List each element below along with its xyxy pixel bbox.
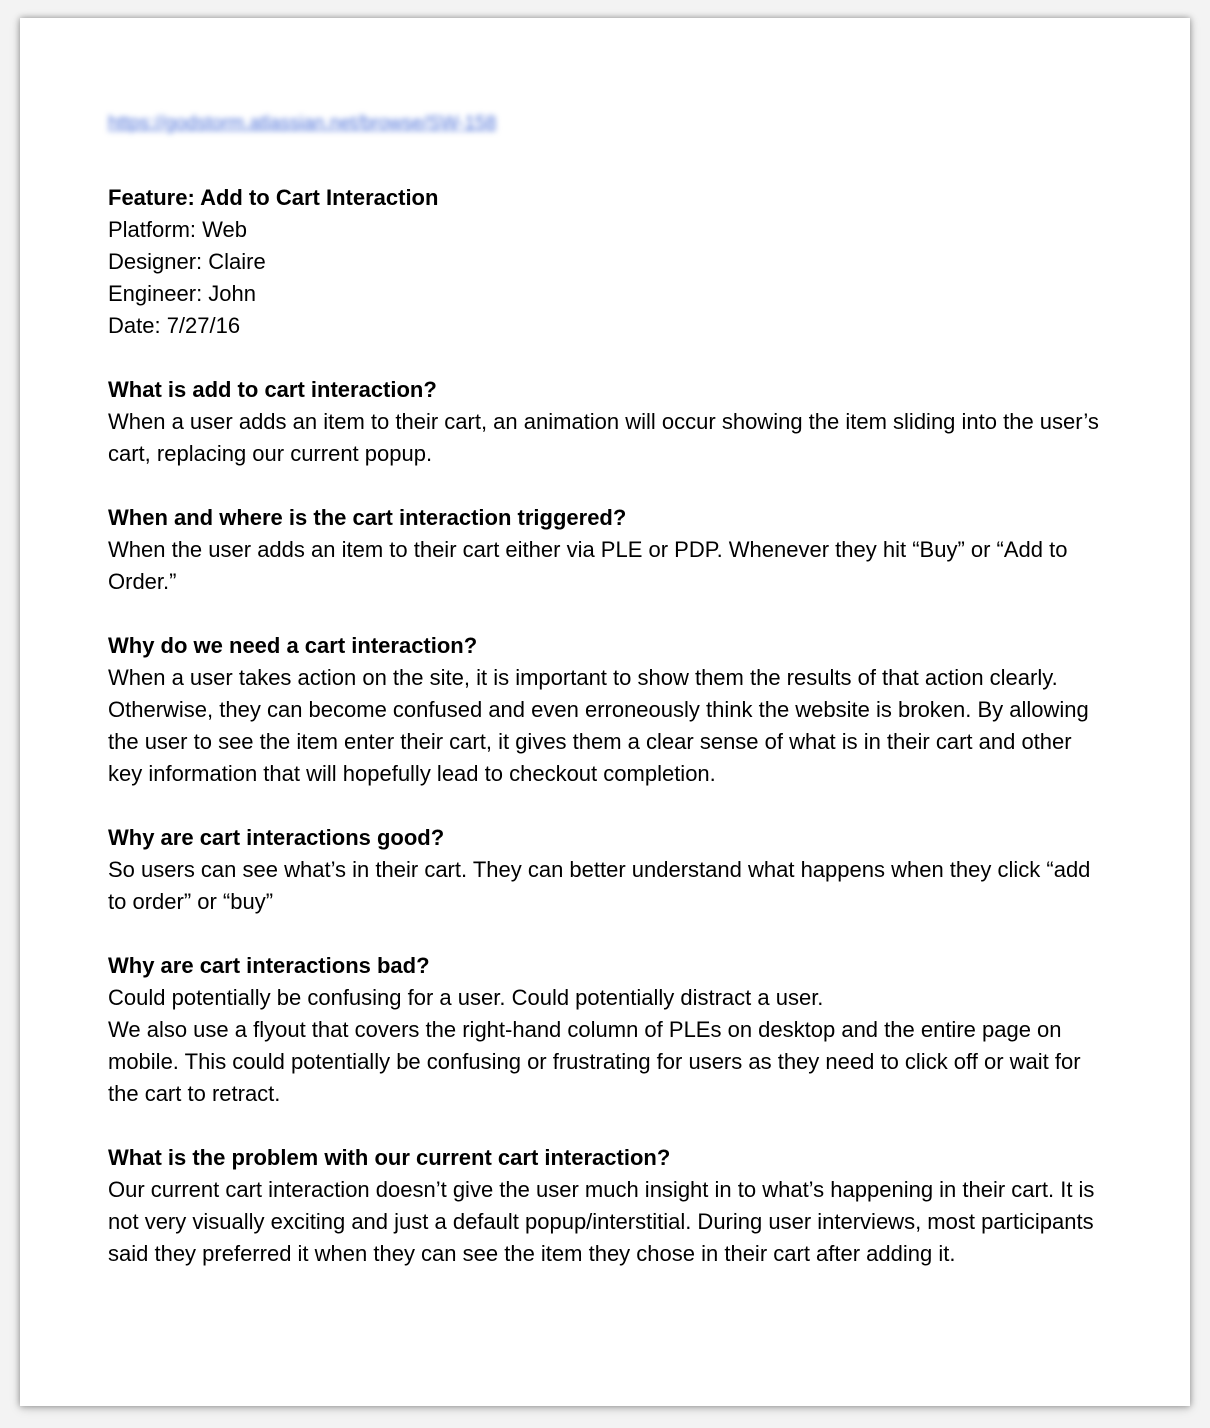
document-page [20, 18, 1190, 1406]
section-when-where [108, 502, 1108, 598]
section-paragraph: Our current cart interaction doesn’t give the user much insight in to what’s happening in their cart. It is not very visually exciting and just a default popup/interstitial. During user interviews, most participants said they preferred it when they can see the item they chose in their cart after adding it. [108, 1177, 1095, 1266]
date-line: Date: 7/27/16 [108, 313, 241, 338]
section-why-need [108, 630, 1108, 790]
document-body [108, 106, 1108, 1302]
designer-line: Designer: Claire [108, 249, 266, 274]
section-heading: When and where is the cart interaction triggered? [108, 505, 627, 530]
feature-title: Feature: Add to Cart Interaction [108, 185, 439, 210]
section-paragraph: We also use a flyout that covers the right-hand column of PLEs on desktop and the entire page on mobile. This could potentially be confusing or frustrating for users as they need to click off or wait for the cart to retract. [108, 1017, 1081, 1106]
engineer-line: Engineer: John [108, 281, 256, 306]
section-paragraph: When a user takes action on the site, it is important to show them the results of that action clearly. Otherwise, they can become confused and even erroneously think the website is broken. By allowing the user to see the item enter their cart, it gives them a clear sense of what is in their cart and other key information that will hopefully lead to checkout completion. [108, 665, 1089, 786]
section-problem [108, 1142, 1108, 1270]
section-paragraph: When a user adds an item to their cart, an animation will occur showing the item sliding into the user’s cart, replacing our current popup. [108, 409, 1099, 466]
section-why-bad [108, 950, 1108, 1110]
section-heading: What is the problem with our current cart interaction? [108, 1145, 671, 1170]
header-block [108, 182, 1108, 342]
section-what-is [108, 374, 1108, 470]
section-heading: Why do we need a cart interaction? [108, 633, 478, 658]
jira-link[interactable]: https://godstorm.atlassian.net/browse/SW-158 [108, 113, 497, 134]
section-paragraph: So users can see what’s in their cart. They can better understand what happens when they click “add to order” or “buy” [108, 857, 1091, 914]
section-heading: Why are cart interactions good? [108, 825, 445, 850]
section-paragraph: When the user adds an item to their cart either via PLE or PDP. Whenever they hit “Buy” or “Add to Order.” [108, 537, 1068, 594]
section-paragraph: Could potentially be confusing for a user. Could potentially distract a user. [108, 985, 824, 1010]
section-heading: Why are cart interactions bad? [108, 953, 430, 978]
platform-line: Platform: Web [108, 217, 247, 242]
section-heading: What is add to cart interaction? [108, 377, 437, 402]
section-why-good [108, 822, 1108, 918]
